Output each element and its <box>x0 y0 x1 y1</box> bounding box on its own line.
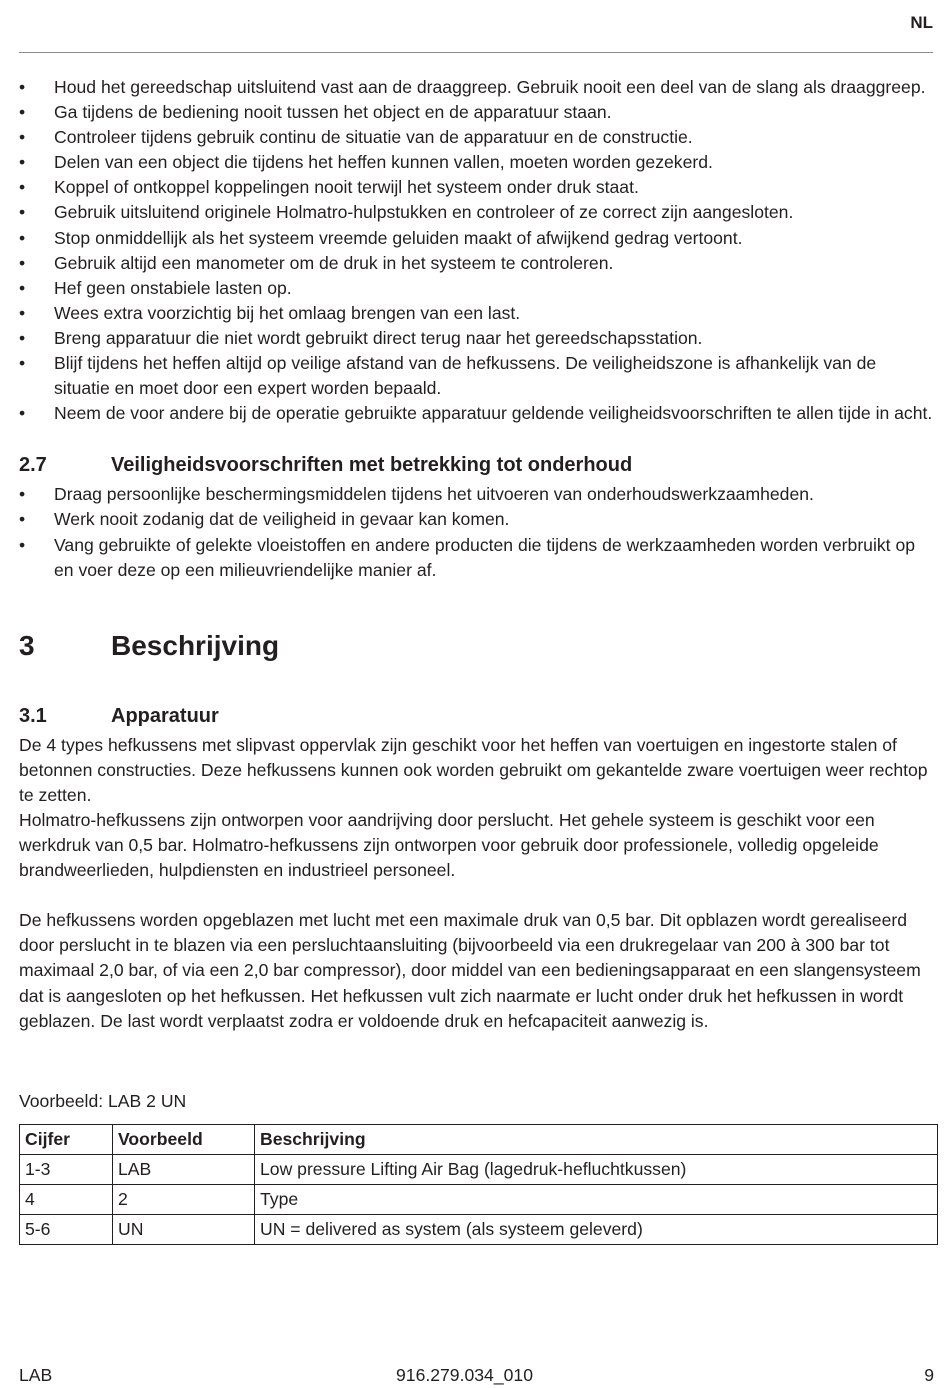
section-title: Veiligheidsvoorschriften met betrekking tot onderhoud <box>111 454 633 477</box>
list-item: • Vang gebruikte of gelekte vloeistoffen en andere producten die tijdens de werkzaamheden worden verbruikt op en voer deze op een milieuvriendelijke manier af. <box>19 533 934 583</box>
page-content <box>19 75 934 1245</box>
list-item: • Blijf tijdens het heffen altijd op veilige afstand van de hefkussens. De veiligheidszone is afhankelijk van de situatie en moet door een expert worden bepaald. <box>19 351 934 401</box>
table-header-row <box>20 1124 938 1154</box>
table-cell: 4 <box>20 1184 113 1214</box>
list-item: • Controleer tijdens gebruik continu de situatie van de apparatuur en de constructie. <box>19 125 934 150</box>
table-cell: UN = delivered as system (als systeem geleverd) <box>255 1214 938 1244</box>
table-row <box>20 1214 938 1244</box>
type-code-table <box>19 1124 938 1245</box>
list-item: • Werk nooit zodanig dat de veiligheid in gevaar kan komen. <box>19 507 934 532</box>
list-item: • Houd het gereedschap uitsluitend vast aan de draaggreep. Gebruik nooit een deel van de slang als draaggreep. <box>19 75 934 100</box>
table-row <box>20 1154 938 1184</box>
column-header: Voorbeeld <box>113 1124 255 1154</box>
list-item: • Stop onmiddellijk als het systeem vreemde geluiden maakt of afwijkend gedrag vertoont. <box>19 226 934 251</box>
table-cell: Type <box>255 1184 938 1214</box>
section-heading-3-1 <box>19 703 934 729</box>
paragraph: Holmatro-hefkussens zijn ontworpen voor aandrijving door perslucht. Het gehele systeem is geschikt voor een werkdruk van 0,5 bar. Holmatro-hefkussens zijn ontworpen voor gebruik door professionele, volledig opgeleide brandweerlieden, hulpdiensten en industrieel personeel. <box>19 809 879 881</box>
list-item: • Gebruik uitsluitend originele Holmatro-hulpstukken en controleer of ze correct zijn aangesloten. <box>19 200 934 225</box>
section-number: 2.7 <box>19 454 47 477</box>
maintenance-bullet-list <box>19 482 934 582</box>
paragraph: De 4 types hefkussens met slipvast oppervlak zijn geschikt voor het heffen van voertuigen en ingestorte stalen of betonnen constructies. Deze hefkussens kunnen ook worden gebruikt om gekantelde zware voertuigen weer rechtop te zetten. <box>19 734 928 805</box>
list-item: • Draag persoonlijke beschermingsmiddelen tijdens het uitvoeren van onderhoudswerkzaamheden. <box>19 482 934 507</box>
list-item: • Wees extra voorzichtig bij het omlaag brengen van een last. <box>19 301 934 326</box>
list-item: • Gebruik altijd een manometer om de druk in het systeem te controleren. <box>19 251 934 276</box>
table-cell: 5-6 <box>20 1214 113 1244</box>
list-item: • Neem de voor andere bij de operatie gebruikte apparatuur geldende veiligheidsvoorschriften te allen tijde in acht. <box>19 401 934 426</box>
section-number: 3.1 <box>19 704 47 727</box>
table-cell: 1-3 <box>20 1154 113 1184</box>
language-code: NL <box>910 13 933 32</box>
list-item: • Koppel of ontkoppel koppelingen nooit terwijl het systeem onder druk staat. <box>19 175 934 200</box>
column-header: Beschrijving <box>255 1124 938 1154</box>
table-cell: 2 <box>113 1184 255 1214</box>
footer-document-number: 916.279.034_010 <box>396 1365 533 1385</box>
chapter-title: Beschrijving <box>111 629 280 661</box>
table-cell: LAB <box>113 1154 255 1184</box>
list-item: • Hef geen onstabiele lasten op. <box>19 276 934 301</box>
section-heading-2-7 <box>19 452 934 478</box>
column-header: Cijfer <box>20 1124 113 1154</box>
page-number: 9 <box>924 1365 934 1385</box>
footer-product: LAB <box>19 1365 53 1385</box>
list-item: • Breng apparatuur die niet wordt gebruikt direct terug naar het gereedschapsstation. <box>19 326 934 351</box>
list-item: • Delen van een object die tijdens het heffen kunnen vallen, moeten worden gezekerd. <box>19 150 934 175</box>
table-cell: UN <box>113 1214 255 1244</box>
table-cell: Low pressure Lifting Air Bag (lagedruk-hefluchtkussen) <box>255 1154 938 1184</box>
safety-bullet-list <box>19 75 934 426</box>
table-row <box>20 1184 938 1214</box>
section-title: Apparatuur <box>111 704 219 727</box>
paragraph: De hefkussens worden opgeblazen met lucht met een maximale druk van 0,5 bar. Dit opblazen wordt gerealiseerd door perslucht in te blazen via een persluchtaansluiting (bijvoorbeeld via een drukregelaar van 200 à 300 bar tot maximaal 2,0 bar, of via een 2,0 bar compressor), door middel van een bedieningsapparaat en een slangensysteem dat is aangesloten op het hefkussen. Het hefkussen vult zich naarmate er lucht onder druk het hefkussen in wordt geblazen. De last wordt verplaatst zodra er voldoende druk en hefcapaciteit aanwezig is. <box>19 910 921 1031</box>
header-divider <box>19 52 933 53</box>
example-label: Voorbeeld: LAB 2 UN <box>19 1090 187 1111</box>
chapter-heading-3 <box>19 629 934 663</box>
list-item: • Ga tijdens de bediening nooit tussen het object en de apparatuur staan. <box>19 100 934 125</box>
chapter-number: 3 <box>19 629 35 661</box>
